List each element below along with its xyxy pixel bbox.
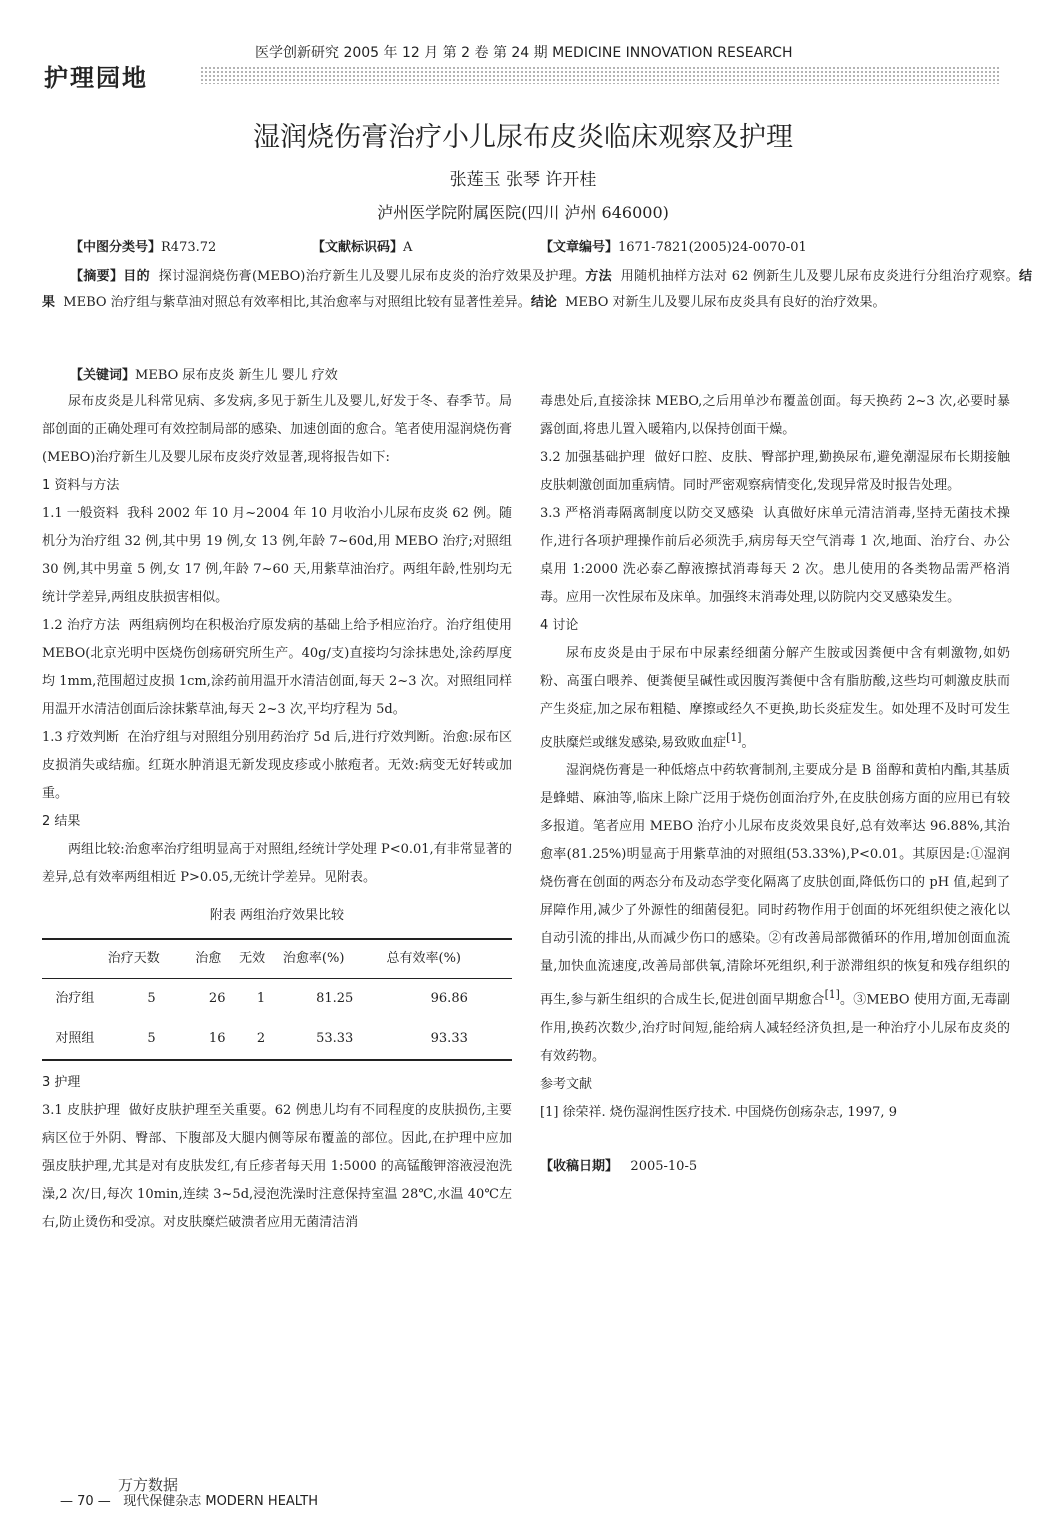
doc-code-label: 【文献标识码】 [312, 240, 404, 255]
section-1-2 [42, 612, 512, 724]
watermark: 万方数据 [118, 1476, 179, 1494]
section-1-3-text: 在治疗组与对照组分别用药治疗 5d 后,进行疗效判断。治愈:尿布区皮损消失或结痂。红斑水肿消退无新发现皮疹或小脓疱者。无效:病变无好转或加重。 [42, 730, 513, 801]
right-column [540, 388, 1010, 1181]
discussion-1-text: 尿布皮炎是由于尿布中尿素经细菌分解产生胺或因粪便中含有刺激物,如奶粉、高蛋白喂养、便粪便呈碱性或因腹泻粪便中含有脂肪酸,这些均可刺激皮肤而产生炎症,加之尿布粗糙、摩擦或经久不更换,助长炎症发生。如处理不及时可发生皮肤糜烂或继发感染,易致败血症 [540, 646, 1010, 751]
doc-code [312, 236, 412, 255]
received-date [540, 1153, 1010, 1181]
table-row [42, 1019, 512, 1060]
section-3-2 [540, 444, 1010, 500]
table-cell: 5 [108, 1019, 196, 1060]
article-number [540, 236, 807, 255]
table-cell: 5 [147, 991, 156, 1006]
heading-nursing: 3 护理 [42, 1075, 81, 1090]
table-cell: 96.86 [430, 991, 468, 1006]
section-3-3 [540, 500, 1010, 612]
table-header-cell [42, 939, 108, 979]
table-header-row [42, 939, 512, 979]
table-header-cell: 治疗天数 [108, 939, 196, 979]
page-number: — 70 — [60, 1494, 111, 1509]
table-header-cell: 总有效率(%) [387, 939, 513, 979]
discussion-2-text: 湿润烧伤膏是一种低熔点中药软膏制剂,主要成分是 B 甾醇和黄柏内酯,其基质是蜂蜡、麻油等,临床上除广泛用于烧伤创面治疗外,在皮肤创疡方面的应用已有较多报道。笔者应用 MEBO 治疗小儿尿布皮炎效果良好,总有效率达 96.88%,其治愈率(81.25%)明显高于用紫草油的对照组(53.33%),P<0.01。其原因是:①湿润烧伤膏在创面的两态分布及动态学变化隔离了皮肤创面,降低伤口的 pH 值,起到了屏障作用,减少了外源性的细菌侵犯。同时药物作用于创面的坏死组织使之液化以自动引流的排出,从而减少伤口的感染。②有改善局部微循环的作用,增加创面血流量,加快血流速度,改善局部供氧,清除坏死组织,利于淤滞组织的恢复和残存组织的再生,参与新生组织的合成生长,促进创面早期愈合 [540, 763, 1010, 1008]
abstract-objective: 探讨湿润烧伤膏(MEBO)治疗新生儿及婴儿尿布皮炎的治疗效果及护理。 [158, 269, 586, 284]
section-1-1-label: 1.1 一般资料 [42, 506, 119, 521]
keywords-text: MEBO 尿布皮炎 新生儿 婴儿 疗效 [135, 368, 338, 383]
abstract-result: MEBO 治疗组与紫草油对照总有效率相比,其治愈率与对照组比较有显著性差异。 [63, 295, 531, 310]
heading-discussion: 4 讨论 [540, 618, 579, 633]
abstract-conclusion-label: 结论 [530, 295, 557, 310]
section-1-3 [42, 724, 512, 808]
table-cell: 16 [195, 1019, 239, 1060]
table-header-cell: 无效 [239, 939, 283, 979]
section-1-1 [42, 500, 512, 612]
section-tag: 护理园地 [44, 64, 148, 92]
results-table [42, 938, 512, 1061]
journal-header: 医学创新研究 2005 年 12 月 第 2 卷 第 24 期 MEDICINE INNOVATION RESEARCH [255, 45, 793, 61]
left-column [42, 388, 512, 1237]
section-1-3-label: 1.3 疗效判断 [42, 730, 119, 745]
section-3-2-label: 3.2 加强基础护理 [540, 450, 646, 465]
keywords-label: 【关键词】 [70, 368, 136, 383]
citation-ref: [1] [726, 731, 742, 744]
section-3-3-text: 认真做好床单元清洁消毒,坚持无菌技术操作,进行各项护理操作前后必须洗手,病房每天空气消毒 1 次,地面、治疗台、办公桌用 1:2000 洗必泰乙醇液擦拭消毒每天 2 次。患儿使用的各类物品需严格消毒。应用一次性尿布及床单。加强终末消毒处理,以防院内交叉感染发生。 [540, 506, 1010, 605]
section-3-3-label: 3.3 严格消毒隔离制度以防交叉感染 [540, 506, 754, 521]
article-title: 湿润烧伤膏治疗小儿尿布皮炎临床观察及护理 [253, 122, 793, 153]
heading-materials-methods: 1 资料与方法 [42, 478, 120, 493]
section-1-2-label: 1.2 治疗方法 [42, 618, 120, 633]
section-3-2-text: 做好口腔、皮肤、臀部护理,勤换尿布,避免潮湿尿布长期接触皮肤刺激创面加重病情。同时严密观察病情变化,发现异常及时报告处理。 [540, 450, 1011, 493]
class-number-label: 【中图分类号】 [70, 240, 162, 255]
article-number-value: 1671-7821(2005)24-0070-01 [618, 240, 807, 255]
table-header-cell: 治愈率(%) [283, 939, 387, 979]
citation-ref: [1] [824, 988, 840, 1002]
table-header-cell: 治愈 [195, 939, 239, 979]
keywords [70, 364, 338, 383]
table-cell: 93.33 [387, 1019, 513, 1060]
discussion-1-end: 。 [741, 735, 755, 751]
table-cell: 53.33 [283, 1019, 387, 1060]
abstract-conclusion: MEBO 对新生儿及婴儿尿布皮炎具有良好的治疗效果。 [565, 295, 886, 310]
abstract-method: 用随机抽样方法对 62 例新生儿及婴儿尿布皮炎进行分组治疗观察。 [620, 269, 1019, 284]
abstract-label: 【摘要】 [70, 269, 124, 284]
page-footer [60, 1490, 318, 1509]
discussion-paragraph-2 [540, 757, 1010, 1070]
class-number-value: R473.72 [161, 240, 217, 255]
table-cell: 治疗组 [55, 991, 95, 1006]
abstract-result-label: 结果 [42, 269, 1032, 310]
discussion-paragraph-1 [540, 640, 1010, 757]
table-cell: 对照组 [42, 1019, 108, 1060]
table-cell: 81.25 [316, 991, 354, 1006]
section-1-1-text: 我科 2002 年 10 月~2004 年 10 月收治小儿尿布皮炎 62 例。随机分为治疗组 32 例,其中男 19 例,女 13 例,年龄 7~60d,用 MEBO 治疗;对照组 30 例,其中男童 5 例,女 17 例,年龄 7~60 天,用紫草油治疗。两组年龄,性别均无统计学差异,两组皮肤损害相似。 [42, 506, 512, 605]
table-row [42, 979, 512, 1020]
table-cell: 2 [239, 1019, 283, 1060]
table-caption: 附表 两组治疗效果比较 [209, 908, 345, 923]
heading-results: 2 结果 [42, 814, 81, 829]
references-heading: 参考文献 [540, 1076, 593, 1092]
discussion-2-end: 。③MEBO 使用方面,无毒副作用,换药次数少,治疗时间短,能给病人减轻经济负担,是一种治疗小儿尿布皮炎的有效药物。 [540, 992, 1010, 1064]
abstract [42, 264, 1032, 316]
doc-code-value: A [403, 240, 413, 255]
footer-journal: 现代保健杂志 MODERN HEALTH [123, 1494, 318, 1509]
section-1-2-text: 两组病例均在积极治疗原发病的基础上给予相应治疗。治疗组使用 MEBO(北京光明中医烧伤创疡研究所生产。40g/支)直接均匀涂抹患处,涂药厚度均 1mm,范围超过皮损 1cm,涂药前用温开水清洁创面,每天 2~3 次。对照组同样用温开水清洁创面后涂抹紫草油,每天 2~3 次,平均疗程为 5d。 [42, 618, 512, 717]
article-number-label: 【文章编号】 [540, 240, 619, 255]
received-date-label: 【收稿日期】 [540, 1158, 619, 1174]
reference-item: [1] 徐荣祥. 烧伤湿润性医疗技术. 中国烧伤创疡杂志, 1997, 9 [540, 1104, 897, 1120]
abstract-objective-label: 目的 [123, 269, 150, 284]
table-cell: 1 [256, 991, 266, 1006]
class-number [70, 236, 216, 255]
header-dot-band [200, 66, 1000, 84]
nursing-continued: 毒患处后,直接涂抹 MEBO,之后用单沙布覆盖创面。每天换药 2~3 次,必要时暴露创面,将患儿置入暖箱内,以保持创面干燥。 [540, 394, 1010, 437]
received-date-value: 2005-10-5 [630, 1158, 698, 1174]
authors: 张莲玉 张琴 许开桂 [449, 170, 597, 190]
affiliation: 泸州医学院附属医院(四川 泸州 646000) [377, 203, 669, 222]
abstract-method-label: 方法 [585, 269, 612, 284]
section-3-1-text: 做好皮肤护理至关重要。62 例患儿均有不同程度的皮肤损伤,主要病区位于外阴、臀部、下腹部及大腿内侧等尿布覆盖的部位。因此,在护理中应加强皮肤护理,尤其是对有皮肤发红,有丘疹者每天用 1:5000 的高锰酸钾溶液浸泡洗澡,2 次/日,每次 10min,连续 3~5d,浸泡洗澡时注意保持室温 28℃,水温 40℃左右,防止烫伤和受凉。对皮肤糜烂破溃者应用无菌清洁消 [42, 1103, 513, 1230]
results-paragraph: 两组比较:治愈率治疗组明显高于对照组,经统计学处理 P<0.01,有非常显著的差异,总有效率两组相近 P>0.05,无统计学差异。见附表。 [42, 842, 512, 885]
table-cell: 26 [208, 991, 226, 1006]
section-3-1-label: 3.1 皮肤护理 [42, 1103, 121, 1118]
intro-paragraph: 尿布皮炎是儿科常见病、多发病,多见于新生儿及婴儿,好发于冬、春季节。局部创面的正确处理可有效控制局部的感染、加速创面的愈合。笔者使用湿润烧伤膏(MEBO)治疗新生儿及婴儿尿布皮炎疗效显著,现将报告如下: [42, 394, 512, 465]
section-3-1 [42, 1097, 512, 1237]
